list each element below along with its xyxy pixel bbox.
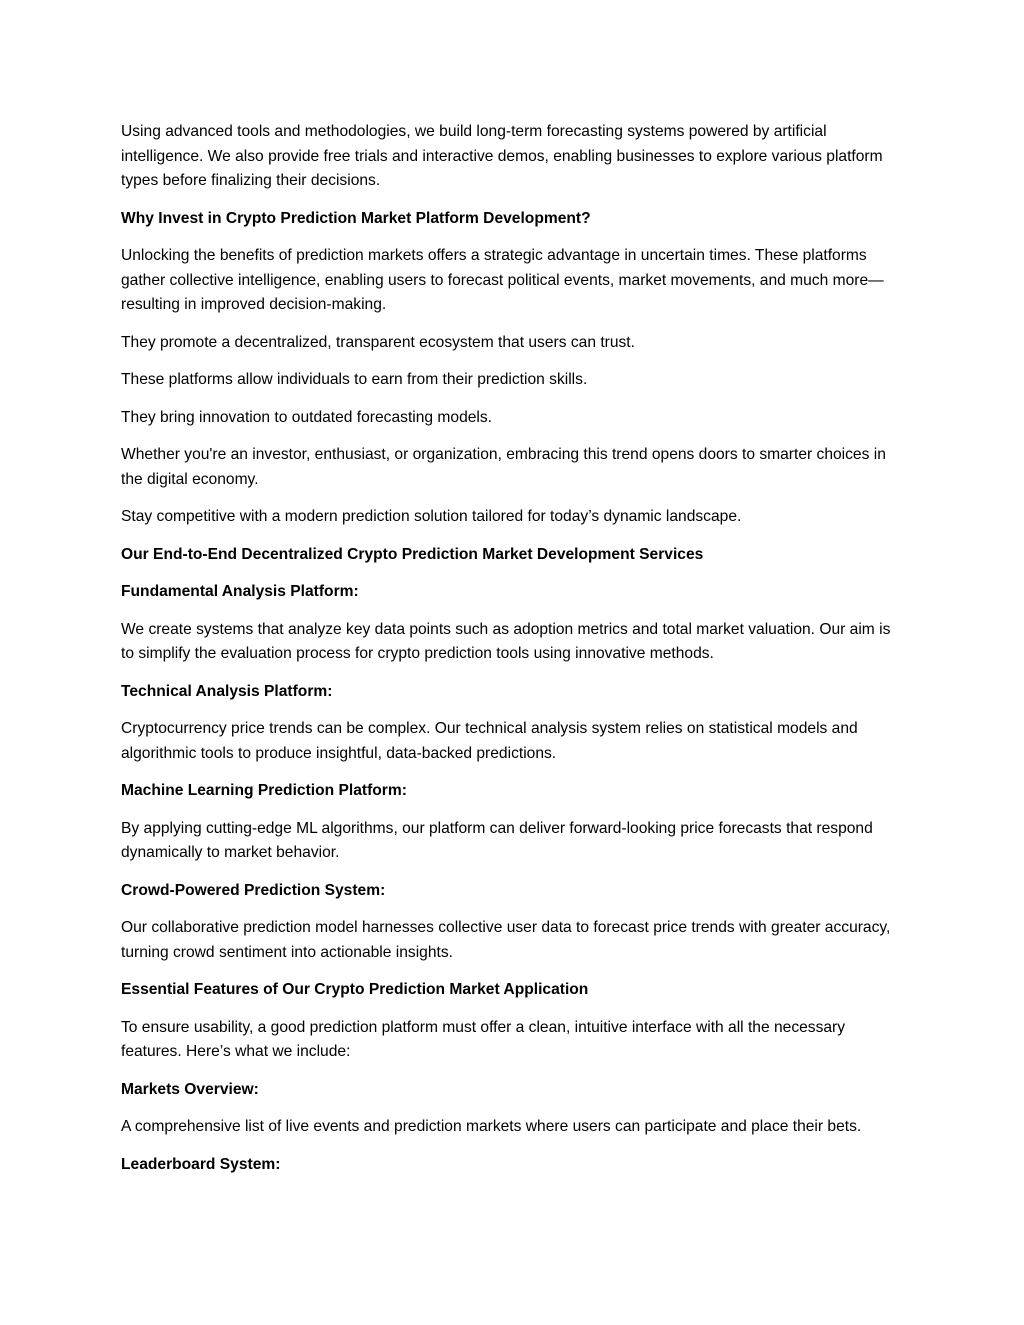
paragraph-machine-learning: By applying cutting-edge ML algorithms, our platform can deliver forward-looking price forecasts that respond dynamically to market behavior. xyxy=(121,819,873,861)
document-page xyxy=(121,120,901,1190)
paragraph-essential-features: To ensure usability, a good prediction platform must offer a clean, intuitive interface with all the necessary features. Here’s what we include: xyxy=(121,1018,846,1060)
paragraph-innovation: They bring innovation to outdated forecasting models. xyxy=(121,408,493,426)
paragraph-fundamental-analysis: We create systems that analyze key data points such as adoption metrics and total market valuation. Our aim is to simplify the evaluation process for crypto prediction tools using innovative methods. xyxy=(121,620,891,662)
paragraph-benefits: Unlocking the benefits of prediction markets offers a strategic advantage in uncertain times. These platforms gather collective intelligence, enabling users to forecast political events, market movements, and much more—resulting in improved decision-making. xyxy=(121,247,884,313)
heading-fundamental-analysis: Fundamental Analysis Platform: xyxy=(121,583,359,600)
heading-markets-overview: Markets Overview: xyxy=(121,1080,259,1098)
heading-leaderboard: Leaderboard System: xyxy=(121,1155,281,1173)
paragraph-intro: Using advanced tools and methodologies, we build long-term forecasting systems powered by artificial intelligence. We also provide free trials and interactive demos, enabling businesses to explore various platform types before finalizing their decisions. xyxy=(121,123,883,189)
paragraph-markets-overview: A comprehensive list of live events and prediction markets where users can participate and place their bets. xyxy=(121,1118,862,1135)
paragraph-whether: Whether you're an investor, enthusiast, or organization, embracing this trend opens doors to smarter choices in the digital economy. xyxy=(121,446,886,488)
heading-machine-learning: Machine Learning Prediction Platform: xyxy=(121,782,407,799)
paragraph-earn: These platforms allow individuals to earn from their prediction skills. xyxy=(121,371,588,388)
heading-services: Our End-to-End Decentralized Crypto Prediction Market Development Services xyxy=(121,545,704,563)
heading-why-invest: Why Invest in Crypto Prediction Market Platform Development? xyxy=(121,209,591,227)
heading-crowd-powered: Crowd-Powered Prediction System: xyxy=(121,881,386,899)
paragraph-crowd-powered: Our collaborative prediction model harnesses collective user data to forecast price trends with greater accuracy, turning crowd sentiment into actionable insights. xyxy=(121,919,891,961)
heading-technical-analysis: Technical Analysis Platform: xyxy=(121,682,333,700)
paragraph-decentralized: They promote a decentralized, transparent ecosystem that users can trust. xyxy=(121,333,635,351)
paragraph-stay-competitive: Stay competitive with a modern prediction solution tailored for today’s dynamic landscape. xyxy=(121,508,742,525)
heading-essential-features: Essential Features of Our Crypto Prediction Market Application xyxy=(121,981,589,998)
paragraph-technical-analysis: Cryptocurrency price trends can be complex. Our technical analysis system relies on statistical models and algorithmic tools to produce insightful, data-backed predictions. xyxy=(121,720,858,762)
